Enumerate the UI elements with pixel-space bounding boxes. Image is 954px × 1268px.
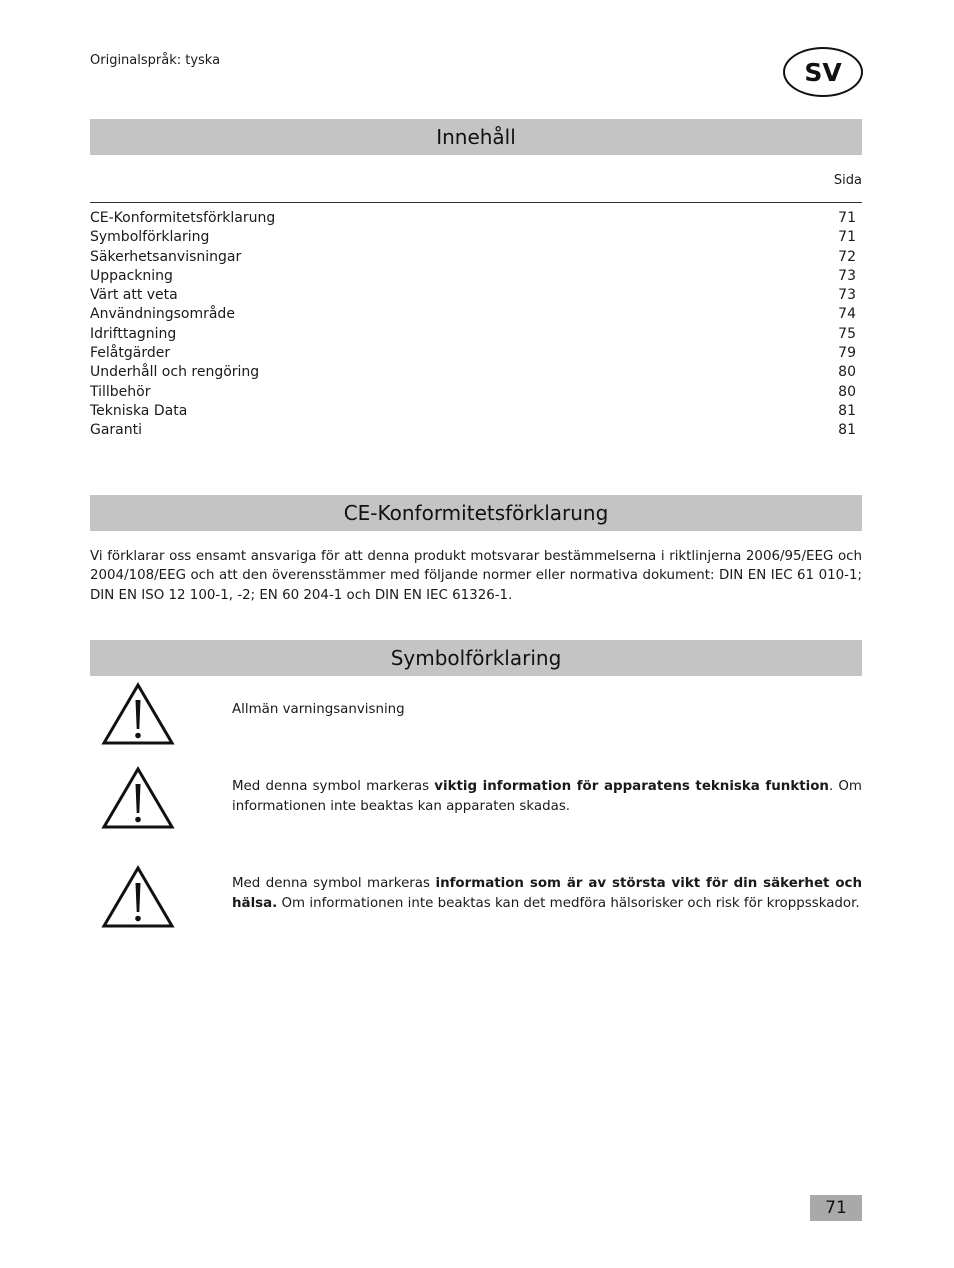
- ce-declaration-text: Vi förklarar oss ensamt ansvariga för att denna produkt motsvarar bestämmelserna i riktlinjerna 2006/95/EEG och 2004/108/EEG och att den överensstämmer med följande normer eller normativa dokument: DIN EN IEC 61 010-1; DIN EN ISO 12 100-1, -2; EN 60 204-1 och DIN EN IEC 61326-1.: [90, 549, 862, 603]
- toc-entry-label: Användningsområde: [90, 306, 235, 323]
- toc-entry[interactable]: [90, 383, 856, 402]
- toc-entry-label: Underhåll och rengöring: [90, 364, 260, 381]
- language-badge: SV: [783, 47, 863, 97]
- toc-entry[interactable]: [90, 305, 856, 324]
- toc-entry[interactable]: [90, 344, 856, 363]
- toc-entry-label: Tillbehör: [90, 383, 151, 400]
- toc-entry-label: Säkerhetsanvisningar: [90, 248, 242, 265]
- symbol-description: Allmän varningsanvisning: [232, 702, 405, 717]
- toc-entry[interactable]: [90, 209, 856, 228]
- toc-entry-page: 71: [838, 229, 856, 246]
- toc-entry-label: Symbolförklaring: [90, 229, 210, 246]
- toc-entry[interactable]: [90, 421, 856, 440]
- toc-entry-page: 81: [838, 402, 856, 419]
- ce-section-header: CE-Konformitetsförklarung: [90, 495, 862, 531]
- toc-section-header: Innehåll: [90, 119, 862, 155]
- toc-entry-page: 72: [838, 248, 856, 265]
- original-language-note: Originalspråk: tyska: [90, 53, 221, 68]
- toc-entry-page: 73: [838, 267, 856, 284]
- toc-entry[interactable]: [90, 228, 856, 247]
- toc-page-column-label: Sida: [833, 173, 862, 188]
- toc-entry-page: 80: [838, 364, 856, 381]
- toc-entry[interactable]: [90, 267, 856, 286]
- warning-triangle-icon: [101, 682, 175, 746]
- warning-triangle-icon: [101, 865, 175, 929]
- toc-entry[interactable]: [90, 402, 856, 421]
- toc-divider: [90, 202, 862, 203]
- symbol-description: Med denna symbol markeras information som är av största vikt för din säkerhet och hälsa. Om informationen inte beaktas kan det medföra hälsorisker och risk för kroppsskador.: [232, 876, 862, 911]
- toc-entry-label: CE-Konformitetsförklarung: [90, 210, 276, 226]
- toc-entry[interactable]: [90, 286, 856, 305]
- toc-entry[interactable]: [90, 248, 856, 267]
- toc-entry-page: 73: [838, 287, 856, 304]
- toc-entry-page: 74: [838, 306, 856, 323]
- toc-list: [90, 209, 856, 441]
- toc-entry-label: Värt att veta: [90, 287, 178, 304]
- toc-entry[interactable]: [90, 325, 856, 344]
- toc-entry-label: Idrifttagning: [90, 325, 177, 342]
- symbols-section-header: Symbolförklaring: [90, 640, 862, 676]
- toc-entry-label: Tekniska Data: [90, 402, 188, 419]
- symbol-description: Med denna symbol markeras viktig information för apparatens tekniska funktion. Om informationen inte beaktas kan apparaten skadas.: [232, 779, 862, 814]
- toc-entry-page: 75: [838, 325, 856, 342]
- toc-entry-label: Garanti: [90, 422, 143, 439]
- toc-entry-label: Felåtgärder: [90, 345, 171, 362]
- warning-triangle-icon: [101, 766, 175, 830]
- toc-entry[interactable]: [90, 363, 856, 382]
- toc-entry-page: 80: [838, 383, 856, 400]
- toc-entry-page: 81: [838, 422, 856, 439]
- toc-entry-label: Uppackning: [90, 267, 173, 284]
- page-number: 71: [810, 1195, 862, 1221]
- toc-entry-page: 79: [838, 345, 856, 362]
- toc-entry-page: 71: [838, 210, 856, 226]
